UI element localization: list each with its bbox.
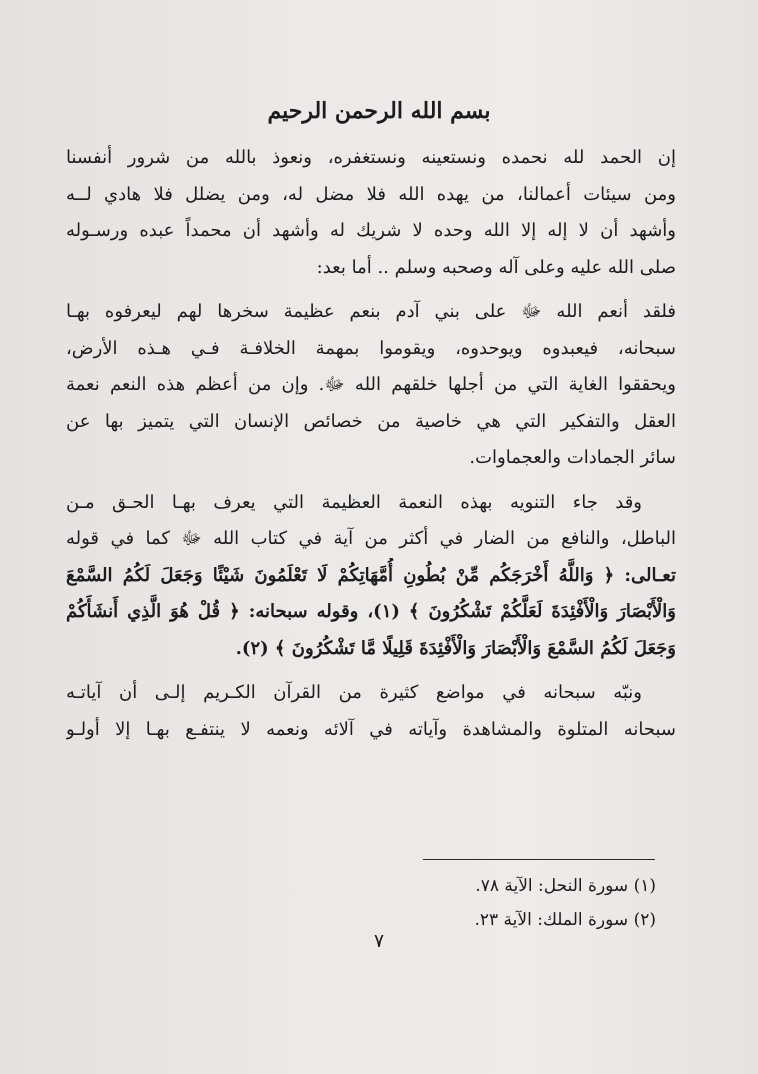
text-line: وقد جاء التنويه بهذه النعمة العظيمة التي يعرف بهـا الحـق مـن (66, 491, 642, 513)
paragraph-gap (66, 667, 676, 675)
footnote-1: (١) سورة النحل: الآية ٧٨. (475, 876, 656, 896)
text-line: صلى الله عليه وعلى آله وصحبه وسلم .. أما بعد: (316, 256, 676, 278)
footnote-divider (423, 859, 655, 860)
quran-verse-line: وَجَعَلَ لَكُمُ السَّمْعَ وَالْأَبْصَارَ وَالْأَفْئِدَةَ قَلِيلًا مَّا تَشْكُرُونَ ﴾ (٢). (235, 637, 676, 659)
paragraph-gap (66, 286, 676, 294)
text-line: إن الحمد لله نحمده ونستعينه ونستغفره، ونعوذ بالله من شرور أنفسنا (66, 147, 676, 168)
text-line: فلقد أنعم الله ﷻ على بني آدم بنعم عظيمة سخرها لهم ليعرفوه بهـا (66, 301, 676, 322)
body-text (66, 140, 676, 748)
text-line: سائر الجمادات والعجماوات. (469, 447, 676, 468)
text-line: وأشهد أن لا إله إلا الله وحده لا شريك له وأشهد أن محمداً عبده ورسـوله (66, 220, 676, 241)
text-line: العقل والتفكير التي هي خاصية من خصائص الإنسان التي يتميز بها عن (66, 410, 676, 432)
footnote-2: (٢) سورة الملك: الآية ٢٣. (474, 910, 656, 930)
page-title: بسم الله الرحمن الرحيم (267, 98, 491, 124)
text-line: سبحانه، فيعبدوه ويوحدوه، ويقوموا بمهمة الخلافـة فـي هـذه الأرض، (66, 337, 676, 359)
text-line: سبحانه المتلوة والمشاهدة وآياته في آلائه ونعمه لا ينتفـع بهـا إلا أولـو (66, 718, 676, 740)
paragraph-gap (66, 477, 676, 485)
text-line: الباطل، والنافع من الضار في أكثر من آية في كتاب الله ﷻ كما في قوله (66, 528, 676, 549)
text-line: ومن سيئات أعمالنا، من يهده الله فلا مضل له، ومن يضلل فلا هادي لــه (66, 183, 676, 205)
text-line: ويحققوا الغاية التي من أجلها خلقهم الله ﷻ. وإن من أعظم هذه النعم نعمة (66, 374, 676, 395)
quran-verse-line: وَالْأَبْصَارَ وَالْأَفْئِدَةَ لَعَلَّكُمْ تَشْكُرُونَ ﴾ (١)، وقوله سبحانه: ﴿ قُلْ هُوَ الَّذِي أَنشَأَكُمْ (66, 601, 676, 622)
page-number: ٧ (373, 930, 385, 952)
text-line: ونبّه سبحانه في مواضع كثيرة من القرآن الكـريم إلـى أن آياتـه (66, 682, 642, 703)
quran-verse-line: تعـالى: ﴿ وَاللَّهُ أَخْرَجَكُم مِّنْ بُطُونِ أُمَّهَاتِكُمْ لَا تَعْلَمُونَ شَيْئًا وَجَعَلَ لَكُمُ السَّمْعَ (66, 564, 676, 586)
